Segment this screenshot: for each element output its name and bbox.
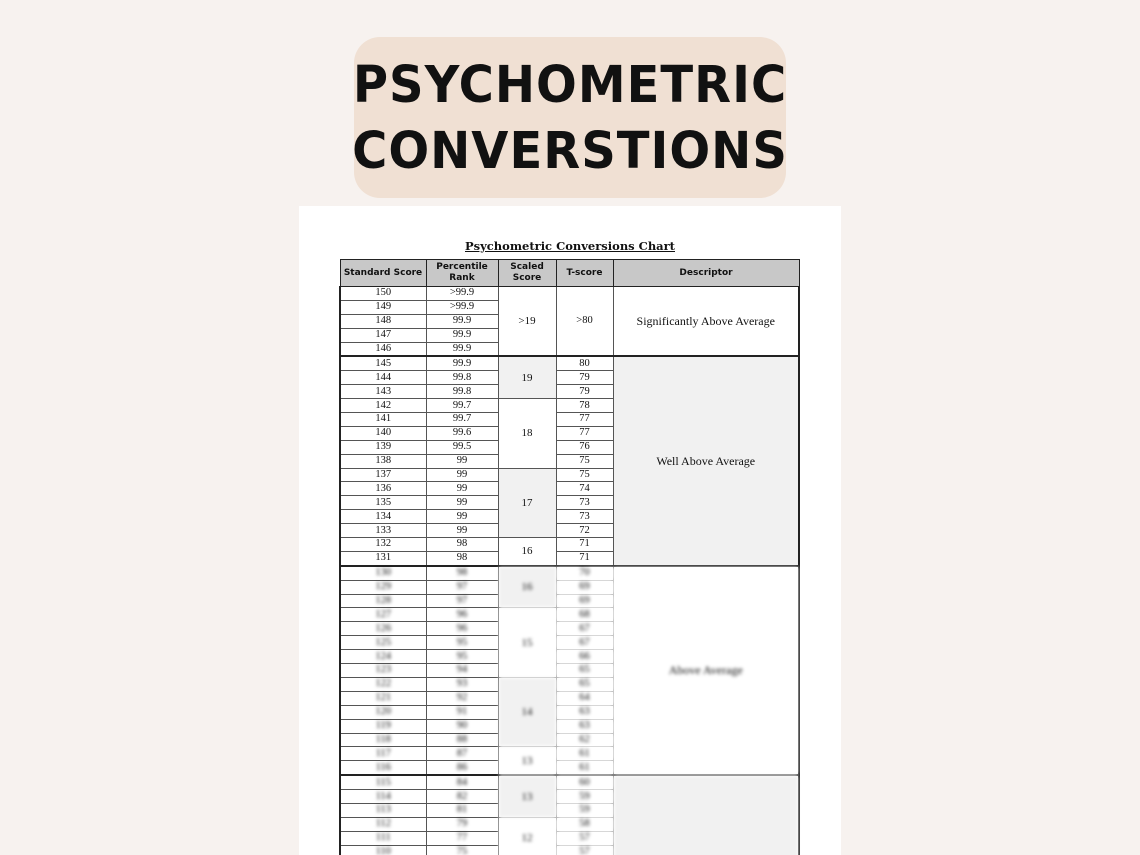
scaled-score-cell: 17 xyxy=(498,468,556,537)
t-score-cell: 58 xyxy=(556,817,613,831)
t-score-cell: 60 xyxy=(556,775,613,789)
standard-score-cell: 142 xyxy=(340,399,426,413)
percentile-rank-cell: 79 xyxy=(426,817,498,831)
standard-score-cell: 118 xyxy=(340,733,426,747)
scaled-score-cell: 13 xyxy=(498,747,556,775)
conversion-table-wrap xyxy=(339,259,800,855)
standard-score-cell: 111 xyxy=(340,831,426,845)
percentile-rank-cell: 99.9 xyxy=(426,328,498,342)
t-score-cell: 75 xyxy=(556,468,613,482)
table-body-visible xyxy=(340,287,799,566)
t-score-cell: 57 xyxy=(556,845,613,855)
descriptor-cell xyxy=(613,775,799,855)
t-score-cell: 69 xyxy=(556,580,613,594)
percentile-rank-cell: 93 xyxy=(426,677,498,691)
descriptor-cell: Well Above Average xyxy=(613,356,799,565)
scaled-score-cell: 16 xyxy=(498,566,556,608)
standard-score-cell: 122 xyxy=(340,677,426,691)
t-score-cell: 72 xyxy=(556,524,613,538)
t-score-cell: 68 xyxy=(556,608,613,622)
percentile-rank-cell: 97 xyxy=(426,594,498,608)
standard-score-cell: 130 xyxy=(340,566,426,580)
standard-score-cell: 132 xyxy=(340,538,426,552)
standard-score-cell: 143 xyxy=(340,385,426,399)
percentile-rank-cell: 88 xyxy=(426,733,498,747)
percentile-rank-cell: 99.6 xyxy=(426,426,498,440)
standard-score-cell: 137 xyxy=(340,468,426,482)
percentile-rank-cell: 99.9 xyxy=(426,342,498,356)
descriptor-cell: Above Average xyxy=(613,566,799,775)
standard-score-cell: 138 xyxy=(340,454,426,468)
standard-score-cell: 150 xyxy=(340,287,426,301)
t-score-cell: 79 xyxy=(556,385,613,399)
t-score-cell: 76 xyxy=(556,440,613,454)
standard-score-cell: 148 xyxy=(340,314,426,328)
percentile-rank-cell: 95 xyxy=(426,636,498,650)
standard-score-cell: 124 xyxy=(340,650,426,664)
percentile-rank-cell: 99.7 xyxy=(426,399,498,413)
scaled-score-cell: 12 xyxy=(498,817,556,855)
t-score-cell: 64 xyxy=(556,691,613,705)
percentile-rank-cell: 92 xyxy=(426,691,498,705)
t-score-cell: 73 xyxy=(556,510,613,524)
standard-score-cell: 145 xyxy=(340,356,426,370)
standard-score-cell: 127 xyxy=(340,608,426,622)
table-row xyxy=(340,287,799,301)
header-standard-score: Standard Score xyxy=(340,260,426,287)
standard-score-cell: 120 xyxy=(340,705,426,719)
percentile-rank-cell: 99 xyxy=(426,496,498,510)
table-row xyxy=(340,775,799,789)
standard-score-cell: 128 xyxy=(340,594,426,608)
table-body-blurred xyxy=(340,566,799,855)
standard-score-cell: 121 xyxy=(340,691,426,705)
percentile-rank-cell: 99 xyxy=(426,524,498,538)
percentile-rank-cell: 99.8 xyxy=(426,385,498,399)
percentile-rank-cell: 99.7 xyxy=(426,413,498,427)
t-score-cell: 65 xyxy=(556,677,613,691)
t-score-cell: 66 xyxy=(556,650,613,664)
standard-score-cell: 115 xyxy=(340,775,426,789)
percentile-rank-cell: 98 xyxy=(426,551,498,565)
t-score-cell: 67 xyxy=(556,636,613,650)
banner-title-line-2: CONVERSTIONS xyxy=(352,121,788,180)
percentile-rank-cell: 98 xyxy=(426,538,498,552)
scaled-score-cell: 14 xyxy=(498,677,556,746)
standard-score-cell: 119 xyxy=(340,719,426,733)
t-score-cell: 61 xyxy=(556,761,613,775)
t-score-cell: 69 xyxy=(556,594,613,608)
percentile-rank-cell: 84 xyxy=(426,775,498,789)
conversion-table xyxy=(339,259,800,855)
percentile-rank-cell: 99.9 xyxy=(426,356,498,370)
standard-score-cell: 113 xyxy=(340,803,426,817)
scaled-score-cell: 13 xyxy=(498,775,556,817)
t-score-cell: 70 xyxy=(556,566,613,580)
header-percentile-rank: Percentile Rank xyxy=(426,260,498,287)
descriptor-cell: Significantly Above Average xyxy=(613,287,799,357)
t-score-cell: 77 xyxy=(556,413,613,427)
percentile-rank-cell: 75 xyxy=(426,845,498,855)
standard-score-cell: 112 xyxy=(340,817,426,831)
t-score-cell: 62 xyxy=(556,733,613,747)
percentile-rank-cell: 86 xyxy=(426,761,498,775)
t-score-cell: 73 xyxy=(556,496,613,510)
scaled-score-cell: 19 xyxy=(498,356,556,398)
percentile-rank-cell: 98 xyxy=(426,566,498,580)
t-score-cell: 63 xyxy=(556,705,613,719)
percentile-rank-cell: 77 xyxy=(426,831,498,845)
percentile-rank-cell: >99.9 xyxy=(426,300,498,314)
standard-score-cell: 133 xyxy=(340,524,426,538)
banner-title-line-1: PSYCHOMETRIC xyxy=(352,55,788,114)
table-row xyxy=(340,566,799,580)
percentile-rank-cell: 99.8 xyxy=(426,371,498,385)
t-score-cell: 75 xyxy=(556,454,613,468)
scaled-score-cell: 18 xyxy=(498,399,556,468)
percentile-rank-cell: 99 xyxy=(426,454,498,468)
standard-score-cell: 135 xyxy=(340,496,426,510)
percentile-rank-cell: 95 xyxy=(426,650,498,664)
t-score-cell: >80 xyxy=(556,287,613,357)
standard-score-cell: 126 xyxy=(340,622,426,636)
standard-score-cell: 149 xyxy=(340,300,426,314)
percentile-rank-cell: >99.9 xyxy=(426,287,498,301)
scaled-score-cell: 16 xyxy=(498,538,556,566)
percentile-rank-cell: 99 xyxy=(426,510,498,524)
t-score-cell: 79 xyxy=(556,371,613,385)
t-score-cell: 77 xyxy=(556,426,613,440)
t-score-cell: 71 xyxy=(556,551,613,565)
percentile-rank-cell: 99 xyxy=(426,468,498,482)
chart-title: Psychometric Conversions Chart xyxy=(465,239,675,253)
percentile-rank-cell: 96 xyxy=(426,608,498,622)
header-t-score: T-score xyxy=(556,260,613,287)
standard-score-cell: 114 xyxy=(340,790,426,804)
t-score-cell: 71 xyxy=(556,538,613,552)
standard-score-cell: 136 xyxy=(340,482,426,496)
t-score-cell: 59 xyxy=(556,803,613,817)
standard-score-cell: 140 xyxy=(340,426,426,440)
percentile-rank-cell: 81 xyxy=(426,803,498,817)
percentile-rank-cell: 99 xyxy=(426,482,498,496)
table-row xyxy=(340,356,799,370)
scaled-score-cell: >19 xyxy=(498,287,556,357)
standard-score-cell: 117 xyxy=(340,747,426,761)
standard-score-cell: 116 xyxy=(340,761,426,775)
header-descriptor: Descriptor xyxy=(613,260,799,287)
scaled-score-cell: 15 xyxy=(498,608,556,677)
percentile-rank-cell: 97 xyxy=(426,580,498,594)
standard-score-cell: 147 xyxy=(340,328,426,342)
percentile-rank-cell: 91 xyxy=(426,705,498,719)
standard-score-cell: 144 xyxy=(340,371,426,385)
document-page xyxy=(299,206,841,855)
standard-score-cell: 146 xyxy=(340,342,426,356)
title-banner xyxy=(354,37,786,198)
header-scaled-score: Scaled Score xyxy=(498,260,556,287)
t-score-cell: 63 xyxy=(556,719,613,733)
percentile-rank-cell: 99.5 xyxy=(426,440,498,454)
standard-score-cell: 139 xyxy=(340,440,426,454)
standard-score-cell: 141 xyxy=(340,413,426,427)
percentile-rank-cell: 96 xyxy=(426,622,498,636)
percentile-rank-cell: 90 xyxy=(426,719,498,733)
standard-score-cell: 129 xyxy=(340,580,426,594)
standard-score-cell: 134 xyxy=(340,510,426,524)
t-score-cell: 65 xyxy=(556,664,613,678)
standard-score-cell: 131 xyxy=(340,551,426,565)
standard-score-cell: 110 xyxy=(340,845,426,855)
table-header-row xyxy=(340,260,799,287)
t-score-cell: 57 xyxy=(556,831,613,845)
t-score-cell: 74 xyxy=(556,482,613,496)
percentile-rank-cell: 99.9 xyxy=(426,314,498,328)
standard-score-cell: 123 xyxy=(340,664,426,678)
t-score-cell: 61 xyxy=(556,747,613,761)
percentile-rank-cell: 82 xyxy=(426,790,498,804)
percentile-rank-cell: 94 xyxy=(426,664,498,678)
percentile-rank-cell: 87 xyxy=(426,747,498,761)
t-score-cell: 67 xyxy=(556,622,613,636)
t-score-cell: 78 xyxy=(556,399,613,413)
standard-score-cell: 125 xyxy=(340,636,426,650)
t-score-cell: 80 xyxy=(556,356,613,370)
t-score-cell: 59 xyxy=(556,790,613,804)
